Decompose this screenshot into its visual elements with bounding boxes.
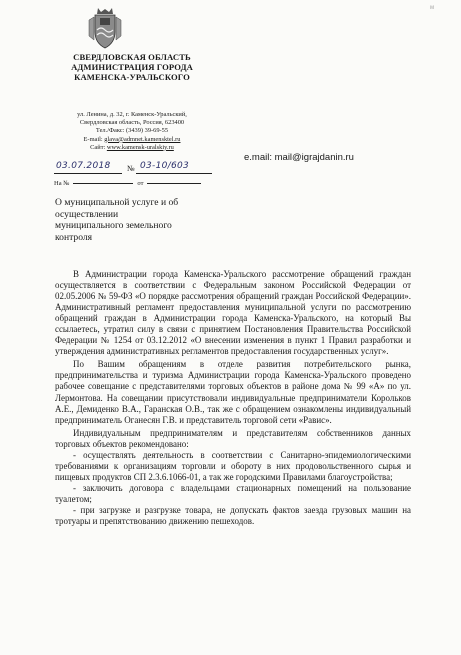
phone-line: Тел./Факс: (3439) 39-69-55 (95, 127, 169, 135)
body-list-item: - при загрузке и разгрузке товара, не допускать фактов заезда грузовых машин на тротуары и препятствованию движению пешеходов. (55, 504, 411, 527)
corner-mark: м (430, 5, 435, 11)
email-line (54, 136, 210, 144)
coat-of-arms-icon (86, 6, 124, 50)
address-line: ул. Ленина, д. 32, г. Каменск-Уральский, (77, 111, 187, 118)
number-underline (136, 173, 212, 174)
org-line: КАМЕНСКА-УРАЛЬСКОГО (74, 72, 190, 83)
org-line: СВЕРДЛОВСКАЯ ОБЛАСТЬ (73, 52, 191, 62)
letter-subject: О муниципальной услуге и об осуществлении муниципального земельного контроля (55, 197, 179, 243)
body-paragraph: Индивидуальным предпринимателям и представителям собственников данных торговых объектов рекомендовано: (55, 427, 411, 449)
site-label: Сайт: (90, 143, 107, 151)
email-label: E-mail: (83, 135, 105, 143)
site-link[interactable]: www.kamensk-uralskiy.ru (106, 143, 174, 151)
date-underline (54, 173, 122, 174)
letter-body (55, 269, 411, 527)
organization-name (56, 52, 208, 83)
recipient-email: e.mail: mail@igrajdanin.ru (244, 152, 354, 163)
body-paragraph: В Администрации города Каменска-Уральского рассмотрение обращений граждан осуществляется в соответствии с Федеральным законом Российской Федерации от 02.05.2006 № 59-ФЗ «О порядке рассмотрения обращений граждан Российской Федерации». Административный регламент предоставления муниципальной услуги по рассмотрению обращений граждан в Администрации города Каменска-Уральского, на который Вы ссылаетесь, утратил силу в связи с принятием Постановления Правительства Российской Федерации № 1254 от 03.12.2012 «О внесении изменения в пункт 1 Правил разработки и утверждения административных регламентов предоставления государственных услуг». (55, 269, 411, 357)
email-link[interactable]: glava@admnet.kamensktel.ru (104, 135, 181, 143)
org-line: АДМИНИСТРАЦИЯ ГОРОДА (71, 62, 193, 73)
handwritten-date: 03.07.2018 (56, 161, 111, 171)
address-line: Свердловская область, Россия, 623400 (79, 119, 185, 127)
body-paragraph: По Вашим обращениям в отделе развития потребительского рынка, предпринимательства и туризма Администрации города Каменска-Уральского проведено рабочее совещание с представителями торговых объектов в районе дома № 99 «А» по ул. Лермонтова. На совещании присутствовали индивидуальные предприниматели Корольков А.Е., Демиденко В.А., Гаранская О.В., так же с обращением ознакомлены индивидуальный предприниматель Оганесян Г.В. и представитель торговой сети «Равис». (55, 359, 411, 425)
ref-label-na: На № (54, 180, 70, 187)
body-list-item: - заключить договора с владельцами стационарных помещений на пользование туалетом; (55, 482, 411, 504)
body-list-item: - осуществлять деятельность в соответствии с Санитарно-эпидемиологическими требованиями к организациям торговли и обороту в них продовольственного сырья и пищевых продуктов СП 2.3.6.1066-01, а так же городскими Правилами благоустройства; (55, 449, 411, 482)
handwritten-number: 03-10/603 (140, 161, 190, 171)
organization-address (54, 111, 210, 152)
ref-date-underline (147, 183, 201, 184)
ref-label-ot: от (137, 180, 144, 187)
registration-date-number (54, 161, 214, 176)
ref-number-underline (73, 183, 133, 184)
site-line (54, 144, 210, 152)
number-sign: № (127, 164, 135, 173)
reference-line (54, 180, 205, 187)
